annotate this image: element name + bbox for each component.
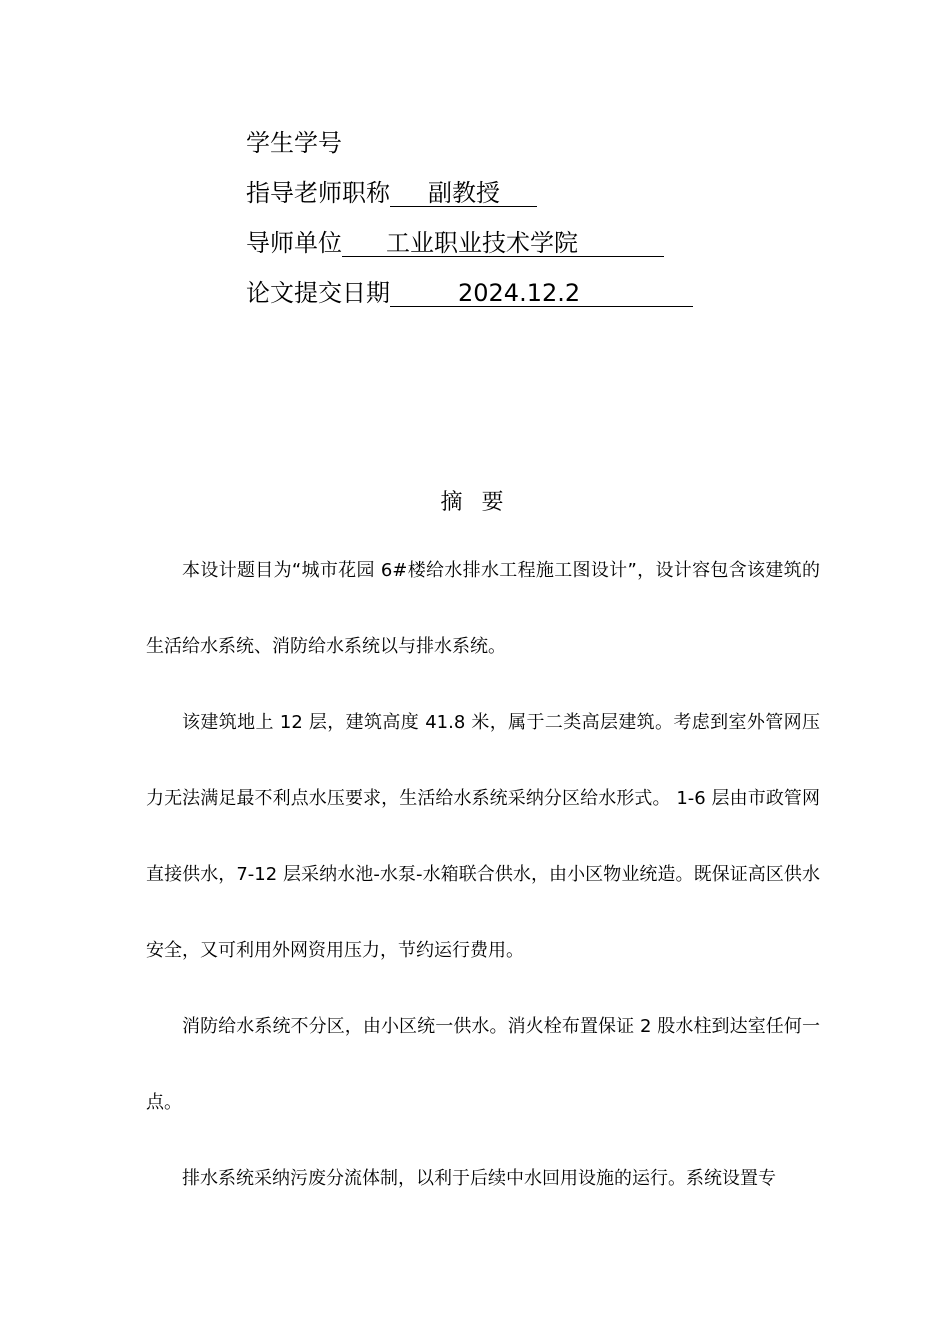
abstract-paragraph: 本设计题目为“城市花园 6#楼给水排水工程施工图设计”，设计容包含该建筑的生活给水系统、消防给水系统以与排水系统。	[146, 560, 820, 657]
abstract-paragraph: 排水系统采纳污废分流体制，以利于后续中水回用设施的运行。系统设置专	[182, 1168, 776, 1189]
advisor-unit-line	[246, 228, 664, 258]
submit-date-value: 2024.12.2	[390, 280, 693, 307]
advisor-unit-value: 工业职业技术学院	[342, 230, 664, 257]
abstract-title: 摘 要	[440, 490, 510, 515]
submit-date-line	[246, 278, 693, 308]
submit-date-label: 论文提交日期	[246, 279, 390, 307]
student-id-label: 学生学号	[246, 129, 342, 157]
abstract-paragraph: 消防给水系统不分区，由小区统一供水。消火栓布置保证 2 股水柱到达室任何一点。	[146, 1016, 820, 1113]
abstract-paragraph: 该建筑地上 12 层，建筑高度 41.8 米，属于二类高层建筑。考虑到室外管网压力无法满足最不利点水压要求，生活给水系统采纳分区给水形式。 1-6 层由市政管网直接供水，7-12 层采纳水池-水泵-水箱联合供水，由小区物业统造。既保证高区供水安全，又可利用外网资用压力，节约运行费用。	[146, 712, 820, 961]
advisor-unit-label: 导师单位	[246, 229, 342, 257]
advisor-title-line	[246, 178, 537, 208]
advisor-title-value: 副教授	[390, 180, 537, 207]
student-id-line	[246, 128, 342, 158]
advisor-title-label: 指导老师职称	[246, 179, 390, 207]
